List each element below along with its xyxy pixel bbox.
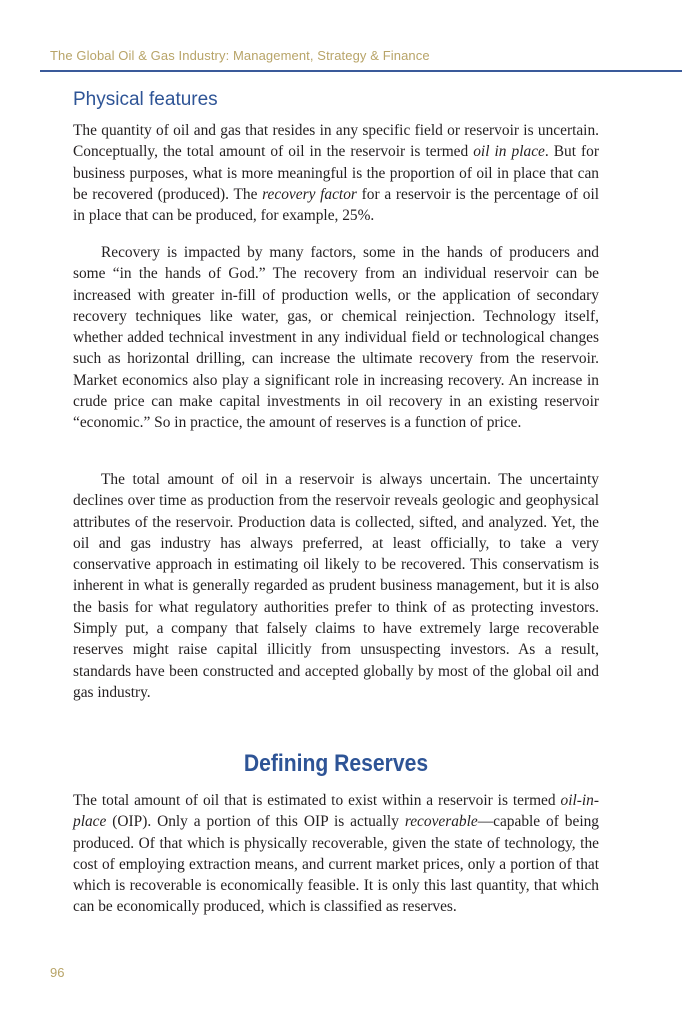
term-recovery-factor: recovery factor <box>262 185 357 203</box>
text-span: —capable of being produced. Of that which is physically recoverable, given the state of technology, the cost of employing extraction means, and current market prices, only a portion of that which is recoverable is economically feasible. It is only this last quantity, that which can be economically produced, which is classified as reserves. <box>73 813 599 916</box>
running-header: The Global Oil & Gas Industry: Management, Strategy & Finance <box>50 48 430 63</box>
paragraph-3: The total amount of oil in a reservoir is always uncertain. The uncertainty declines over time as production from the reservoir reveals geologic and geophysical attributes of the reservoir. Production data is collected, sifted, and analyzed. Yet, the oil and gas industry has always preferred, at least officially, to take a very conservative approach in estimating oil likely to be recovered. This conservatism is inherent in what is generally regarded as prudent business management, but it is also the basis for what regulatory authorities prefer to think of as protecting investors. Simply put, a company that falsely claims to have extremely large recoverable reserves might raise capital illicitly from unsuspecting investors. As a result, standards have been constructed and accepted globally by most of the global oil and gas industry. <box>73 471 599 701</box>
chapter-heading: Defining Reserves <box>243 750 429 777</box>
paragraph-2: Recovery is impacted by many factors, some in the hands of producers and some “in the hands of God.” The recovery from an individual reservoir can be increased with greater in-fill of production wells, or the application of secondary recovery techniques like water, gas, or chemical reinjection. Technology itself, whether added technical investment in any individual field or technological changes such as horizontal drilling, can increase the ultimate recovery from the reservoir. Market economics also play a significant role in increasing recovery. An increase in crude price can make capital investments in oil recovery in an existing reservoir “economic.” So in practice, the amount of reserves is a function of price. <box>73 244 599 432</box>
header-rule <box>40 70 682 72</box>
text-span: The total amount of oil that is estimated to exist within a reservoir is termed <box>73 792 561 809</box>
text-span: The quantity of oil and gas that resides in any specific field or reservoir is uncertain. Conceptually, the total amount of oil in the reservoir is termed <box>73 122 599 161</box>
term-recoverable: recoverable <box>404 813 478 831</box>
text-span: for a reservoir is the percentage of oil in place that can be produced, for example, 25%. <box>73 185 600 225</box>
page-number: 96 <box>50 965 65 980</box>
term-oil-in-place: oil in place <box>473 143 545 161</box>
section-heading: Physical features <box>73 89 218 110</box>
term-oil-in-place-oip: oil-in-place <box>73 792 599 831</box>
text-span: . But for business purposes, what is more meaningful is the proportion of oil in place that can be recovered (produced). The <box>73 143 599 203</box>
paragraph-1 <box>73 120 599 226</box>
paragraph-4 <box>73 790 599 918</box>
text-span: (OIP). Only a portion of this OIP is actually <box>106 813 405 831</box>
